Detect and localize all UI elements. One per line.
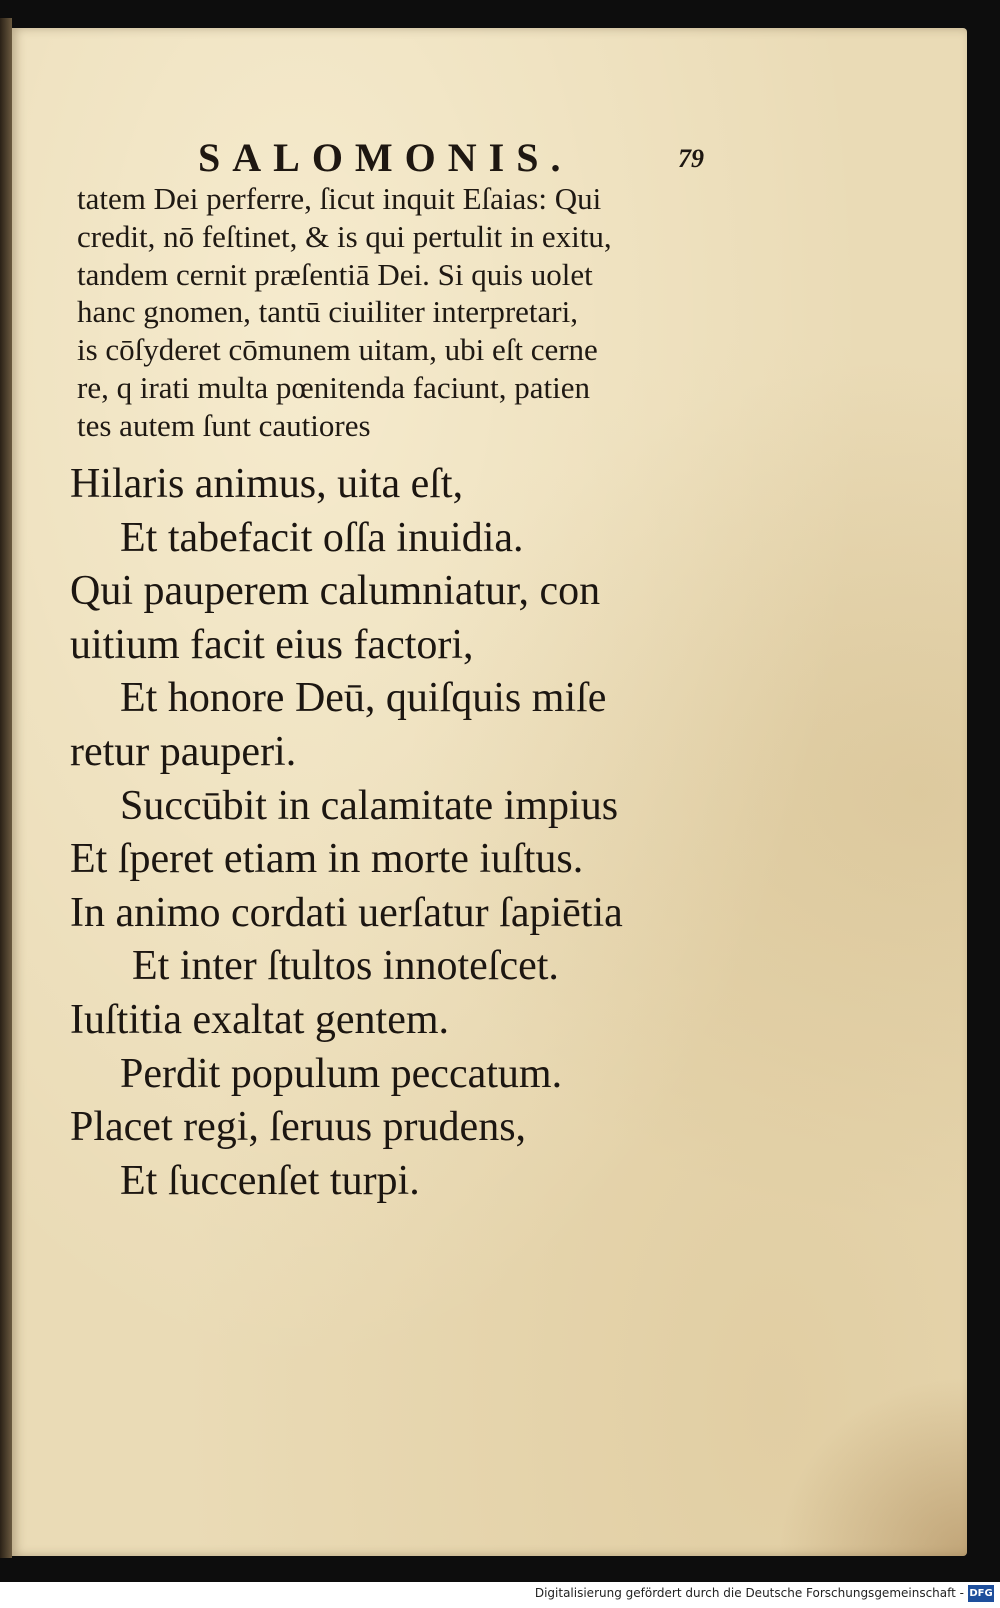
page-header bbox=[188, 104, 728, 180]
verse-line: Et tabefacit oſſa inuidia. bbox=[120, 514, 524, 561]
funding-credit: Digitalisierung gefördert durch die Deutsche Forschungsgemeinschaft - bbox=[534, 1586, 964, 1600]
commentary-paragraph bbox=[77, 180, 717, 445]
running-head: SALOMONIS. bbox=[198, 135, 573, 180]
commentary-line: hanc gnomen, tantū ciuiliter interpretari, bbox=[77, 294, 578, 330]
book-spine-edge bbox=[0, 18, 12, 1558]
digitization-footer bbox=[0, 1582, 1000, 1608]
verse-line: In animo cordati uerſatur ſapiētia bbox=[70, 889, 623, 936]
verse-line: Et ſperet etiam in morte iuſtus. bbox=[70, 836, 584, 883]
verse-line: Placet regi, ſeruus prudens, bbox=[70, 1104, 527, 1151]
commentary-line: credit, nō feſtinet, & is qui pertulit in exitu, bbox=[77, 218, 612, 254]
verse-line: Qui pauperem calumniatur, con bbox=[70, 568, 601, 615]
verse-line: Et inter ſtultos innoteſcet. bbox=[132, 943, 559, 990]
book-page bbox=[12, 28, 967, 1556]
dfg-logo-icon: DFG bbox=[968, 1585, 994, 1602]
proverb-verses bbox=[70, 458, 730, 1208]
page-number: 79 bbox=[678, 144, 704, 173]
commentary-line: tes autem ſunt cautiores bbox=[77, 407, 371, 443]
verse-line: Et honore Deū, quiſquis miſe bbox=[120, 675, 607, 722]
verse-line: Et ſuccenſet turpi. bbox=[120, 1157, 420, 1204]
verse-line: Hilaris animus, uita eſt, bbox=[70, 461, 464, 507]
commentary-line: tatem Dei perferre, ſicut inquit Eſaias: Qui bbox=[77, 181, 602, 216]
page-stain bbox=[777, 1376, 967, 1556]
verse-line: retur pauperi. bbox=[70, 728, 297, 775]
commentary-line: tandem cernit præſentiā Dei. Si quis uolet bbox=[77, 256, 593, 292]
verse-line: Perdit populum peccatum. bbox=[120, 1050, 563, 1097]
commentary-line: is cōſyderet cōmunem uitam, ubi eſt cerne bbox=[77, 332, 598, 368]
verse-line: Succūbit in calamitate impius bbox=[120, 782, 619, 829]
verse-line: uitium facit eius factori, bbox=[70, 621, 474, 668]
commentary-line: re, q irati multa pœnitenda faciunt, patien bbox=[77, 369, 591, 405]
verse-line: Iuſtitia exaltat gentem. bbox=[70, 996, 450, 1043]
